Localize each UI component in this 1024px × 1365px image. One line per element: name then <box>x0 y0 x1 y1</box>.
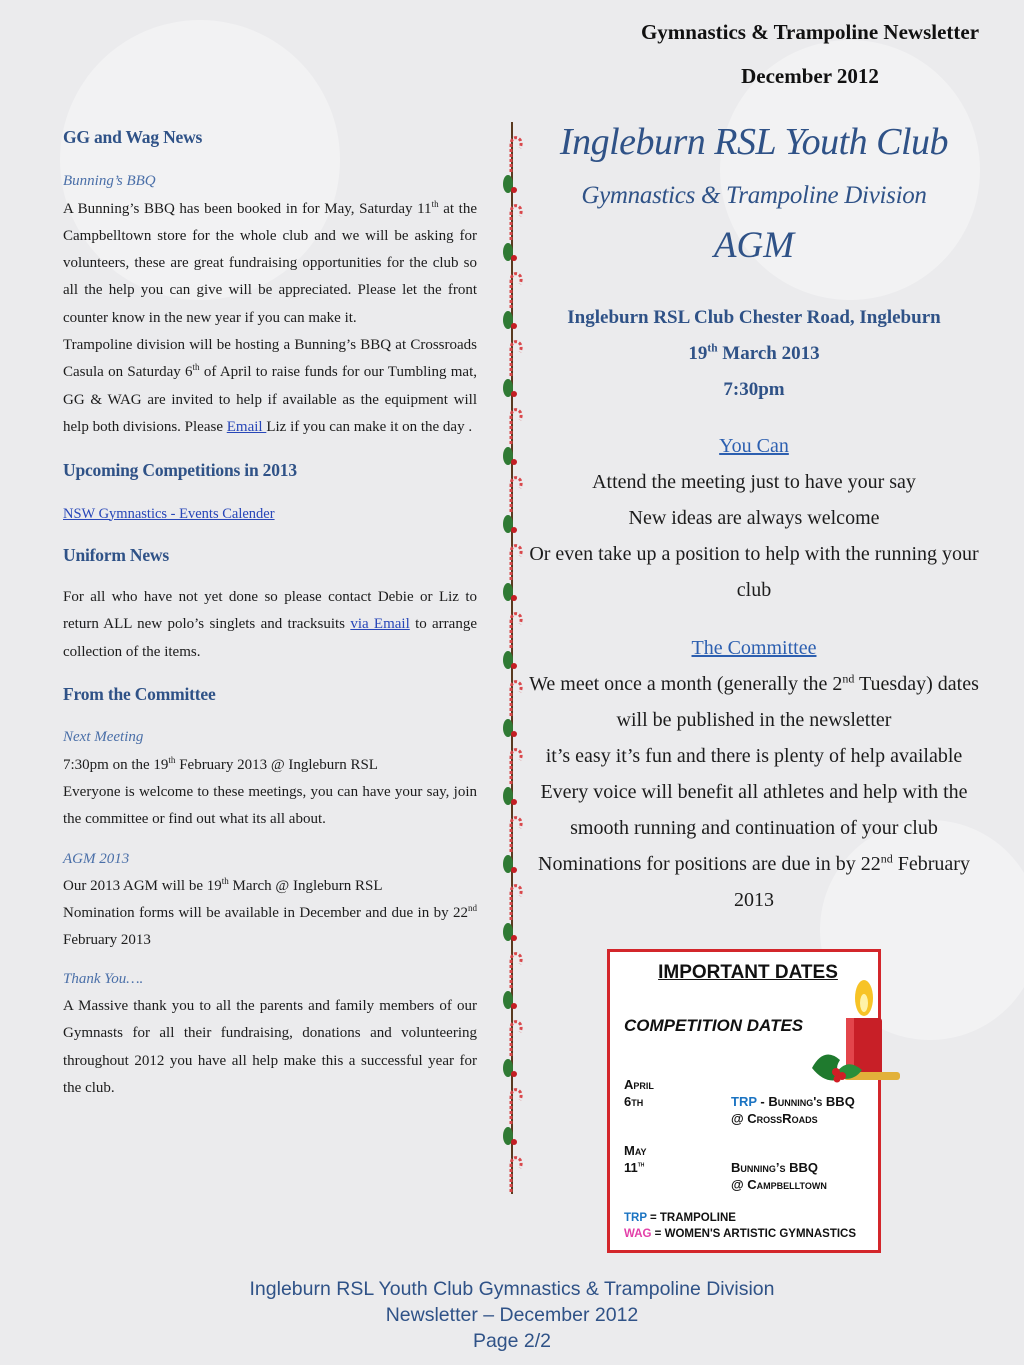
text: of April to raise funds for our Tumbling mat, GG & WAG are invited to help if available as the equipment will help both divisions. Please <box>63 364 477 435</box>
subheading-thank-you: Thank You…. <box>63 970 144 987</box>
event-location: @ Campbelltown <box>731 1177 827 1192</box>
next-meeting-line <box>63 752 477 779</box>
page-number: Page 2/2 <box>472 1330 552 1352</box>
agm-venue-block <box>524 300 984 408</box>
legend-text: = TRAMPOLINE <box>646 1212 736 1224</box>
text: February 2013 @ Ingleburn RSL <box>175 756 378 773</box>
committee-link[interactable]: The Committee <box>691 637 817 659</box>
holly-berry-icon <box>511 1071 517 1077</box>
legend-key: WAG <box>624 1228 652 1240</box>
footer-line: Newsletter – December 2012 <box>385 1304 639 1326</box>
bbq-paragraph-1 <box>63 196 477 332</box>
superscript: th <box>192 362 200 373</box>
event-month: April <box>624 1077 654 1092</box>
holly-berry-icon <box>511 731 517 737</box>
superscript: nd <box>842 671 855 686</box>
left-column <box>63 124 477 1102</box>
event-day: 11 <box>624 1160 638 1175</box>
event-may-details <box>731 1159 827 1193</box>
superscript: th <box>637 1159 645 1169</box>
superscript: th <box>168 754 176 765</box>
holly-berry-icon <box>511 527 517 533</box>
agm-time: 7:30pm <box>723 379 785 400</box>
agm-line-1 <box>63 873 477 900</box>
you-can-line: Or even take up a position to help with the running your club <box>529 543 979 601</box>
heading-uniform-news: Uniform News <box>63 544 169 565</box>
event-location: @ CrossRoads <box>731 1111 818 1126</box>
text: 19 <box>688 343 708 364</box>
you-can-line: Attend the meeting just to have your say <box>592 471 916 493</box>
header-title: Gymnastics & Trampoline Newsletter <box>640 20 980 44</box>
superscript: th <box>221 875 229 886</box>
important-dates-title: IMPORTANT DATES <box>658 962 838 983</box>
committee-line <box>524 846 984 918</box>
text: March @ Ingleburn RSL <box>228 877 383 894</box>
events-calendar-link[interactable]: NSW Gymnastics - Events Calender <box>63 505 275 522</box>
you-can-line: New ideas are always welcome <box>628 507 880 529</box>
holly-berry-icon <box>511 187 517 193</box>
christmas-candle-icon <box>806 976 902 1096</box>
text: February 2013 <box>734 853 970 911</box>
newsletter-header <box>620 10 1000 98</box>
holly-berry-icon <box>511 459 517 465</box>
subheading-next-meeting: Next Meeting <box>63 729 144 746</box>
text: Nomination forms will be available in December and due in by 22 <box>63 905 468 922</box>
via-email-link[interactable]: via Email <box>350 616 410 633</box>
page-footer <box>0 1276 1024 1354</box>
holly-berry-icon <box>511 595 517 601</box>
legend <box>624 1210 856 1242</box>
text: We meet once a month (generally the 2 <box>529 673 843 695</box>
email-liz-link[interactable]: Email <box>226 418 267 435</box>
agm-venue: Ingleburn RSL Club Chester Road, Ingleburn <box>567 307 941 328</box>
committee-line: Every voice will benefit all athletes and help with the smooth running and continuation of your club <box>540 781 968 839</box>
superscript: th <box>707 342 718 355</box>
committee-line <box>524 666 984 738</box>
text: Tuesday) dates will be published in the newsletter <box>616 673 979 731</box>
holly-berry-icon <box>511 323 517 329</box>
event-name: - Bunning's BBQ <box>756 1094 855 1109</box>
event-day: 6th <box>624 1094 644 1109</box>
footer-line: Ingleburn RSL Youth Club Gymnastics & Trampoline Division <box>249 1278 775 1300</box>
event-may <box>624 1142 647 1176</box>
bbq-paragraph-2 <box>63 332 477 441</box>
event-month: May <box>624 1143 647 1158</box>
holly-berry-icon <box>511 391 517 397</box>
you-can-link[interactable]: You Can <box>719 435 789 457</box>
text: Nominations for positions are due in by 22 <box>538 853 881 875</box>
holly-berry-icon <box>511 1003 517 1009</box>
text: Trampoline division will be hosting a Bunning’s BBQ at Crossroads Casula on Saturday 6 <box>63 337 477 381</box>
agm-title: Ingleburn RSL Youth Club <box>559 121 949 163</box>
agm-line-2 <box>63 900 477 955</box>
text: at the Campbelltown store for the whole club and we will be asking for volunteers, these are great fundraising opportunities for the club so all the help you can give will be appreciated. Please let the front counter know in the new year if you can make it. <box>63 200 478 326</box>
text: March 2013 <box>717 343 820 364</box>
superscript: nd <box>468 903 477 914</box>
holly-berry-icon <box>511 799 517 805</box>
text: For all who have not yet done so please contact Debie or Liz to return ALL new polo’s singlets and tracksuits <box>63 589 477 633</box>
event-april <box>624 1076 654 1110</box>
agm-division: Gymnastics & Trampoline Division <box>581 182 927 209</box>
holly-berry-icon <box>511 255 517 261</box>
you-can-block <box>524 428 984 608</box>
heading-from-committee: From the Committee <box>63 684 216 705</box>
text: 7:30pm on the 19 <box>63 756 169 773</box>
text: February 2013 <box>63 932 151 949</box>
committee-block <box>524 630 984 918</box>
holly-berry-icon <box>511 1139 517 1145</box>
agm-heading: AGM <box>713 225 795 266</box>
competition-dates-title: COMPETITION DATES <box>624 1016 804 1035</box>
legend-key: TRP <box>624 1212 647 1224</box>
candy-cane-holly-border <box>499 122 525 1194</box>
text: A Bunning’s BBQ has been booked in for May, Saturday 11 <box>63 200 432 217</box>
event-april-details <box>731 1093 855 1127</box>
next-meeting-note: Everyone is welcome to these meetings, you can have your say, join the committee or find out what its all about. <box>63 783 477 828</box>
text: Our 2013 AGM will be 19 <box>63 877 222 894</box>
trp-tag: TRP <box>731 1094 757 1109</box>
legend-text: = WOMEN'S ARTISTIC GYMNASTICS <box>651 1228 857 1240</box>
subheading-bbq: Bunning’s BBQ <box>63 173 156 190</box>
event-name: Bunning’s BBQ <box>731 1160 819 1175</box>
important-dates-box <box>607 949 881 1253</box>
text: Liz if you can make it on the day . <box>266 418 473 435</box>
committee-line: it’s easy it’s fun and there is plenty of help available <box>545 745 963 767</box>
heading-upcoming-competitions: Upcoming Competitions in 2013 <box>63 460 297 481</box>
holly-berry-icon <box>511 867 517 873</box>
thank-you-paragraph: A Massive thank you to all the parents and family members of our Gymnasts for all their fundraising, donations and volunteering throughout 2012 you have all help make this a successful year for the club. <box>63 998 477 1096</box>
heading-gg-wag: GG and Wag News <box>63 127 203 147</box>
agm-date <box>524 336 984 372</box>
superscript: th <box>431 198 439 209</box>
text: to arrange collection of the items. <box>63 616 477 660</box>
uniform-paragraph <box>63 584 477 666</box>
holly-berry-icon <box>511 935 517 941</box>
superscript: nd <box>880 851 893 866</box>
subheading-agm: AGM 2013 <box>63 850 130 867</box>
holly-berry-icon <box>511 663 517 669</box>
header-date: December 2012 <box>741 64 879 88</box>
